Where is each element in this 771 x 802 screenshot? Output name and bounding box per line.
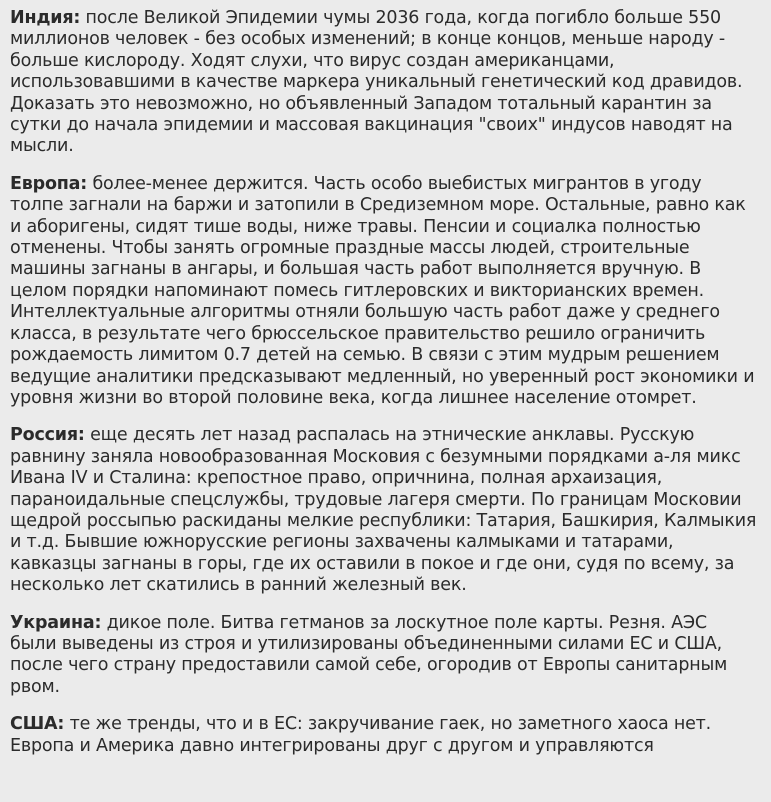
paragraph-ukraine [10,613,757,699]
paragraph-europe-body: более-менее держится. Часть особо выебистых мигрантов в угоду толпе загнали на баржи и затопили в Средиземном море. Остальные, равно как и аборигены, сидят тише воды, ниже травы. Пенсии и социалка полностью отменены. Чтобы занять огромные праздные массы людей, строительные машины загнаны в ангары, и большая часть работ выполняется вручную. В целом порядки напоминают помесь гитлеровских и викторианских времен. Интеллектуальные алгоритмы отняли большую часть работ даже у среднего класса, в результате чего брюссельское правительство решило ограничить рождаемость лимитом 0.7 детей на семью. В связи с этим мудрым решением ведущие аналитики предсказывают медленный, но уверенный рост экономики и уровня жизни во второй половине века, когда лишнее население отомрет. [10,173,755,408]
paragraph-ukraine-body: дикое поле. Битва гетманов за лоскутное поле карты. Резня. АЭС были выведены из строя и утилизированы объединенными силами ЕС и США, после чего страну предоставили самой себе, огородив от Европы санитарным рвом. [10,612,728,697]
paragraph-india-body: после Великой Эпидемии чумы 2036 года, когда погибло больше 550 миллионов человек - без особых изменений; в конце концов, меньше народу - больше кислороду. Ходят слухи, что вирус создан американцами, использовавшими в качестве маркера уникальный генетический код дравидов. Доказать это невозможно, но объявленный Западом тотальный карантин за сутки до начала эпидемии и массовая вакцинация "своих" индусов наводят на мысли. [10,8,743,157]
paragraph-russia-lead: Россия: [10,425,85,446]
paragraph-usa-lead: США: [10,714,65,735]
paragraph-india [10,8,757,158]
paragraph-europe [10,174,757,409]
paragraph-usa-body: те же тренды, что и в ЕС: закручивание гаек, но заметного хаоса нет. Европа и Америка давно интегрированы друг с другом и управляются [10,714,712,756]
paragraph-usa [10,714,757,757]
paragraph-russia-body: еще десять лет назад распалась на этнические анклавы. Русскую равнину заняла новообразованная Московия с безумными порядками а-ля микс Ивана IV и Сталина: крепостное право, опричнина, полная архаизация, параноидальные спецслужбы, трудовые лагеря смерти. По границам Московии щедрой россыпью раскиданы мелкие республики: Татария, Башкирия, Калмыкия и т.д. Бывшие южнорусские регионы захвачены калмыками и татарами, кавказцы загнаны в горы, где их оставили в покое и где они, судя по всему, за несколько лет скатились в ранний железный век. [10,425,757,596]
paragraph-russia [10,425,757,596]
paragraph-ukraine-lead: Украина: [10,612,102,633]
paragraph-europe-lead: Европа: [10,173,88,194]
paragraph-india-lead: Индия: [10,8,81,28]
